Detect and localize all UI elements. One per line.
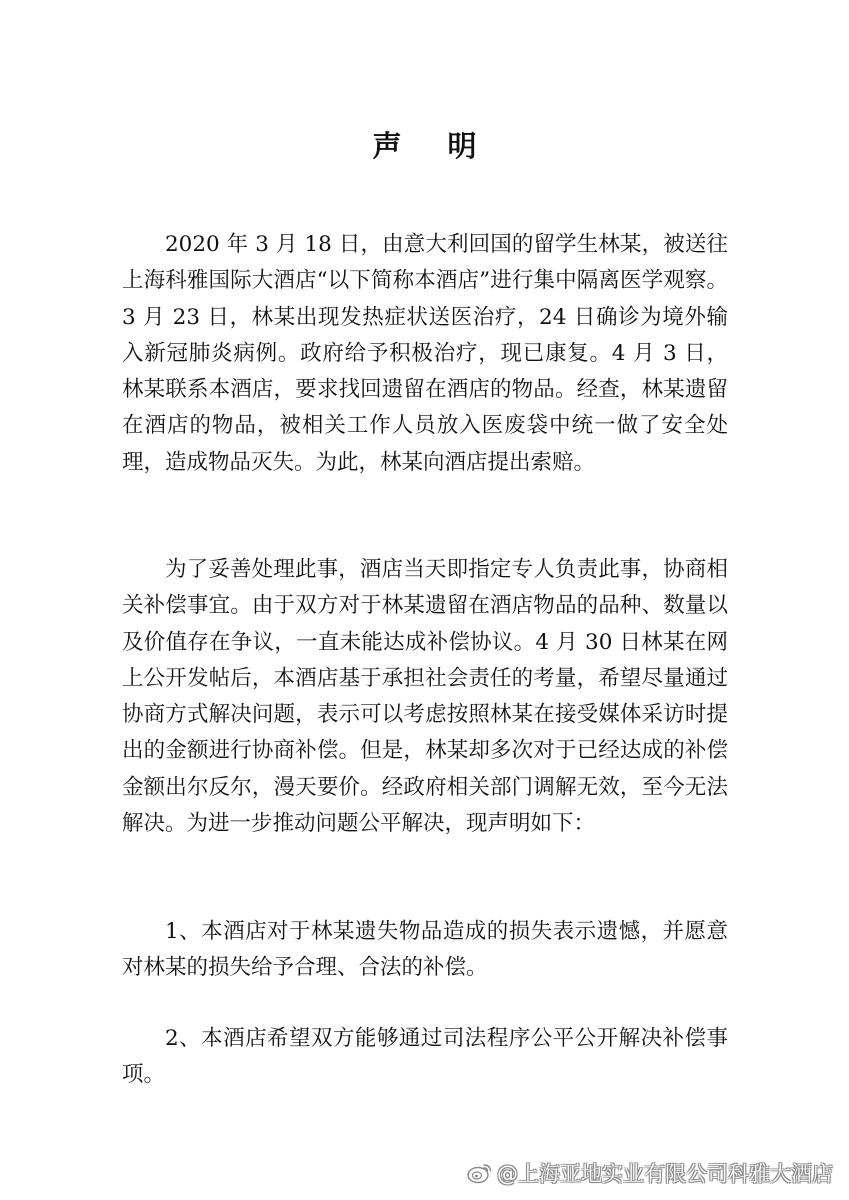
- watermark-text: @上海亚地实业有限公司科雅大酒店: [497, 1162, 833, 1186]
- paragraph-point-2: 2、本酒店希望双方能够通过司法程序公平公开解决补偿事项。: [122, 1026, 728, 1088]
- weibo-watermark: [467, 1160, 833, 1186]
- paragraph-point-1: 1、本酒店对于林某遗失物品造成的损失表示遗憾，并愿意对林某的损失给予合理、合法的补偿。: [122, 919, 728, 981]
- paragraph-negotiation: 为了妥善处理此事，酒店当天即指定专人负责此事，协商相关补偿事宜。由于双方对于林某遗留在酒店物品的品种、数量以及价值存在争议，一直未能达成补偿协议。4 月 30 日林某在网上公开发帖后，本酒店基于承担社会责任的考量，希望尽量通过协商方式解决问题，表示可以考虑按照林某在接受媒体采访时提出的金额进行协商补偿。但是，林某却多次对于已经达成的补偿金额出尔反尔，漫天要价。经政府相关部门调解无效，至今无法解决。为进一步推动问题公平解决，现声明如下：: [122, 557, 728, 837]
- weibo-logo-icon: [467, 1162, 493, 1184]
- paragraph-incident: 2020 年 3 月 18 日，由意大利回国的留学生林某，被送往上海科雅国际大酒店“以下简称本酒店”进行集中隔离医学观察。3 月 23 日，林某出现发热症状送医治疗，24 日确诊为境外输入新冠肺炎病例。政府给予积极治疗，现已康复。4 月 3 日，林某联系本酒店，要求找回遗留在酒店的物品。经查，林某遗留在酒店的物品，被相关工作人员放入医废袋中统一做了安全处理，造成物品灭失。为此，林某向酒店提出索赔。: [122, 232, 728, 475]
- document-title: 声 明: [372, 129, 495, 163]
